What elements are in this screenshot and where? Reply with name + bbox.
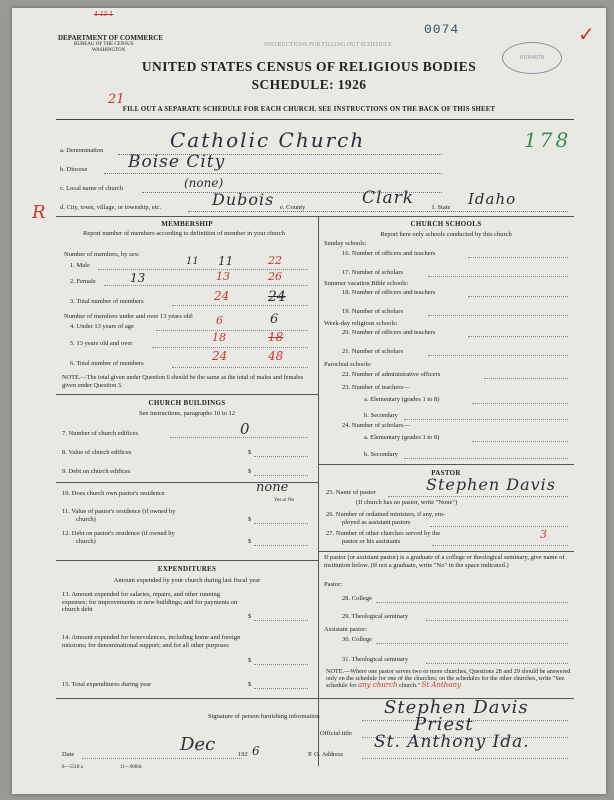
q5-value: 18 (212, 331, 226, 344)
weekday-label: Week-day religious schools: (324, 320, 398, 327)
city-town-value: Dubois (212, 190, 275, 209)
q26-line (430, 526, 568, 527)
q30-line (376, 643, 568, 644)
date-value: Dec (180, 734, 216, 755)
q2-female-label: 2. Female (70, 278, 96, 285)
q5-over13-label: 5. 13 years old and over (70, 340, 133, 347)
q3-value: 24 (214, 289, 230, 303)
form-number-1: 8—5518 a (62, 765, 83, 770)
pastor-note-text: NOTE.—Where one pastor serves two or more churches, Questions 28 and 29 should be answered only on the schedule for one of the churches; on the schedules for the other churches, write "See schedule for (326, 668, 571, 690)
pastor-rule (318, 551, 574, 552)
code-annotation: 21 (108, 92, 125, 107)
diocese-value: Boise City (128, 152, 226, 172)
buildings-rule (56, 560, 318, 561)
pastor-note-end: church." (399, 682, 421, 690)
q22-line (484, 378, 568, 379)
parochial-label: Parochial schools: (324, 361, 372, 368)
header-rule (56, 119, 574, 120)
official-title-value: Priest (414, 714, 474, 735)
q27-value: 3 (540, 528, 547, 541)
q11-label-a: 11. Value of pastor's residence (if owned by (62, 508, 176, 515)
q14-label: 14. Amount expended for benevolences, including home and foreign missions; for denominational support; and for all other purposes (62, 634, 241, 649)
q18-line (468, 296, 568, 297)
q19-line (428, 315, 568, 316)
q20-line (468, 336, 568, 337)
q31-label: 31. Theological seminary (342, 656, 409, 663)
q13-dollar: $ (248, 613, 252, 620)
q3-line (172, 305, 308, 306)
q15-label: 15. Total expenditures during year (62, 681, 152, 688)
diocese-label: b. Diocese (60, 166, 88, 173)
q12-dollar: $ (248, 538, 252, 545)
pastor-note-hand2: St Anthony (421, 681, 461, 690)
instruction-line: FILL OUT A SEPARATE SCHEDULE FOR EACH CHURCH. SEE INSTRUCTIONS ON THE BACK OF THIS SHEET (122, 106, 496, 113)
form-number-2: 11—9084c (120, 765, 143, 770)
membership-note: NOTE.—The total given under Question 6 should be the same as the total of males and females given under Question 3. (62, 374, 304, 389)
q25-value: Stephen Davis (426, 475, 556, 494)
schools-intro: Report here only schools conducted by this church (380, 231, 512, 238)
q3-total-label: 3. Total number of members (70, 298, 144, 305)
q4-line (156, 330, 308, 331)
q22-label: 22. Number of administrative officers (342, 371, 441, 378)
q6-line (172, 367, 308, 368)
q6-red-value: 48 (268, 349, 284, 363)
q23b-label: b. Secondary (364, 412, 398, 419)
city-line (188, 211, 568, 212)
date-line (82, 758, 242, 759)
q29-label: 29. Theological seminary (342, 613, 409, 620)
q13-label: 13. Amount expended for salaries, repairs, and other running expenses; for improvements or new buildings; and for payments on church debt (62, 591, 238, 613)
q30-label: 30. College (342, 636, 372, 643)
denomination-value: Catholic Church (170, 128, 366, 152)
q11-label-b: church) (76, 516, 96, 523)
q1-male-label: 1. Male (70, 262, 90, 269)
q10-label: 10. Does church own pastor's residence (62, 490, 165, 497)
column-divider (318, 216, 319, 766)
q18-label: 18. Number of officers and teachers (342, 289, 436, 296)
q8-label: 8. Value of church edifices (62, 449, 132, 456)
po-address-label: P. O. Address (308, 751, 344, 758)
q9-label: 9. Debt on church edifices (62, 468, 131, 475)
q20-label: 20. Number of officers and teachers (342, 329, 436, 336)
local-name-label: c. Local name of church (60, 185, 123, 192)
schools-heading: CHURCH SCHOOLS (410, 220, 482, 228)
q2-line (104, 285, 308, 286)
membership-rule (56, 394, 318, 395)
expenditures-sub: Amount expended by your church during last fiscal year (113, 577, 261, 584)
schedule-title: SCHEDULE: 1926 (251, 77, 367, 92)
q4-value: 6 (216, 314, 223, 327)
q6-value: 24 (212, 349, 228, 363)
local-name-value: (none) (184, 176, 224, 190)
q8-dollar: $ (248, 449, 252, 456)
q12-label-a: 12. Debt on pastor's residence (if owned by (62, 530, 175, 537)
year-value: 6 (252, 744, 260, 758)
q5-red-value: 18 (268, 330, 284, 344)
q17-label: 17. Number of scholars (342, 269, 404, 276)
q1-pre-value: 11 (186, 256, 199, 267)
pastor-heading: PASTOR (431, 469, 461, 477)
q1-value: 11 (218, 254, 234, 268)
city-town-label: d. City, town, village, or township, etc. (60, 204, 162, 211)
q27-line (432, 545, 568, 546)
q1-red-value: 22 (268, 254, 282, 267)
sunday-label: Sunday schools: (324, 240, 367, 247)
q24a-line (472, 441, 568, 442)
denomination-label: a. Denomination (60, 147, 104, 154)
q14-dollar: $ (248, 657, 252, 664)
q2-pre-value: 13 (130, 271, 146, 285)
city-label: WASHINGTON (92, 48, 126, 53)
age-intro-label: Number of members under and over 13 years old: (64, 313, 194, 320)
q2-red-value: 26 (268, 270, 282, 283)
po-address-value: St. Anthony Ida. (374, 732, 530, 752)
q25-note: (If church has no pastor, write "None") (356, 499, 458, 506)
q25-line (388, 496, 568, 497)
q24b-label: b. Secondary (364, 451, 398, 458)
official-title-label: Official title (320, 730, 352, 737)
q11-dollar: $ (248, 516, 252, 523)
census-schedule-sheet (12, 8, 606, 794)
pastor-note-hand: any church (357, 681, 398, 690)
q17-line (428, 276, 568, 277)
assistant-sub-label: Assistant pastor: (324, 626, 368, 633)
q23b-line (404, 419, 568, 420)
diocese-line (104, 173, 442, 174)
q9-line (254, 475, 308, 476)
schools-rule (318, 464, 574, 465)
corner-mark: 4-15-1 (94, 11, 114, 18)
q29-line (426, 620, 568, 621)
year-prefix: 192 (238, 751, 248, 758)
q21-label: 21. Number of scholars (342, 348, 404, 355)
stamp-number: 01004978 (520, 55, 544, 61)
q23-label: 23. Number of teachers— (342, 384, 410, 391)
q16-label: 16. Number of officers and teachers (342, 250, 436, 257)
green-code: 178 (524, 128, 572, 152)
q26-label-b: ployed as assistant pastors (342, 519, 411, 526)
bureau-label: BUREAU OF THE CENSUS (74, 42, 134, 47)
q27-label-a: 27. Number of other churches served by the (326, 530, 441, 537)
q23a-line (472, 403, 568, 404)
q15-dollar: $ (248, 681, 252, 688)
q4-red-value: 6 (270, 312, 279, 327)
q23a-label: a. Elementary (grades 1 to 8) (364, 396, 440, 403)
q13-line (254, 620, 308, 621)
faded-heading: INSTRUCTIONS FOR FILLING OUT SCHEDULE (264, 42, 392, 48)
q10-value: none (256, 480, 289, 495)
q12-line (254, 545, 308, 546)
county-value: Clark (362, 188, 415, 208)
q6-total-label: 6. Total number of members (70, 360, 144, 367)
buildings-heading: CHURCH BUILDINGS (148, 399, 226, 407)
q27-label-b: pastor or his assistants (342, 538, 401, 545)
state-label: f. State (432, 204, 451, 211)
q7-value: 0 (240, 420, 250, 438)
q28-label: 28. College (342, 595, 372, 602)
q26-label-a: 26. Number of ordained ministers, if any, em- (326, 511, 446, 518)
q16-line (468, 257, 568, 258)
q24b-line (404, 458, 568, 459)
expenditures-heading: EXPENDITURES (157, 565, 217, 573)
q19-label: 19. Number of scholars (342, 308, 404, 315)
serial-number: 0074 (424, 22, 460, 37)
q24a-label: a. Elementary (grades 1 to 8) (364, 434, 440, 441)
state-value: Idaho (468, 190, 517, 208)
pastor-sub-label: Pastor: (324, 581, 343, 588)
q25-label: 25. Name of pastor (326, 489, 376, 496)
q31-line (426, 663, 568, 664)
grid-top-rule (56, 216, 574, 217)
q2-value: 13 (216, 270, 230, 283)
q3-red-value: 24 (268, 289, 286, 305)
by-sex-label: Number of members, by sex: (64, 251, 140, 258)
q15-line (254, 688, 308, 689)
q5-line (152, 347, 308, 348)
college-note: If pastor (or assistant pastor) is a graduate of a college or theological seminary, give name of institution below. (If not a graduate, write "No" in the space indicated.) (324, 554, 565, 569)
q24-label: 24. Number of scholars— (342, 422, 410, 429)
check-mark: ✓ (578, 24, 595, 46)
form-title: UNITED STATES CENSUS OF RELIGIOUS BODIES (141, 59, 477, 74)
q12-label-b: church) (76, 538, 96, 545)
q4-under13-label: 4. Under 13 years of age (70, 323, 134, 330)
q7-line (170, 437, 308, 438)
po-address-line (362, 758, 568, 759)
r-annotation: R (32, 202, 46, 223)
summer-label: Summer vacation Bible schools: (324, 280, 409, 287)
q21-line (428, 355, 568, 356)
date-label: Date (62, 751, 75, 758)
pastor-note (326, 668, 572, 690)
q9-dollar: $ (248, 468, 252, 475)
department-label: DEPARTMENT OF COMMERCE (58, 34, 164, 42)
q8-line (254, 456, 308, 457)
signature-value: Stephen Davis (384, 697, 529, 718)
q7-label: 7. Number of church edifices (62, 430, 138, 437)
q11-line (254, 523, 308, 524)
q14-line (254, 664, 308, 665)
buildings-sub: See instructions, paragraphs 10 to 12 (138, 410, 236, 417)
membership-intro: Report number of members according to definition of member in your church (83, 230, 285, 237)
signature-label: Signature of person furnishing information (208, 713, 320, 720)
membership-heading: MEMBERSHIP (161, 220, 213, 228)
yes-no-hint: Yes or No (274, 498, 295, 503)
q28-line (376, 602, 568, 603)
county-label: e. County (280, 204, 306, 211)
